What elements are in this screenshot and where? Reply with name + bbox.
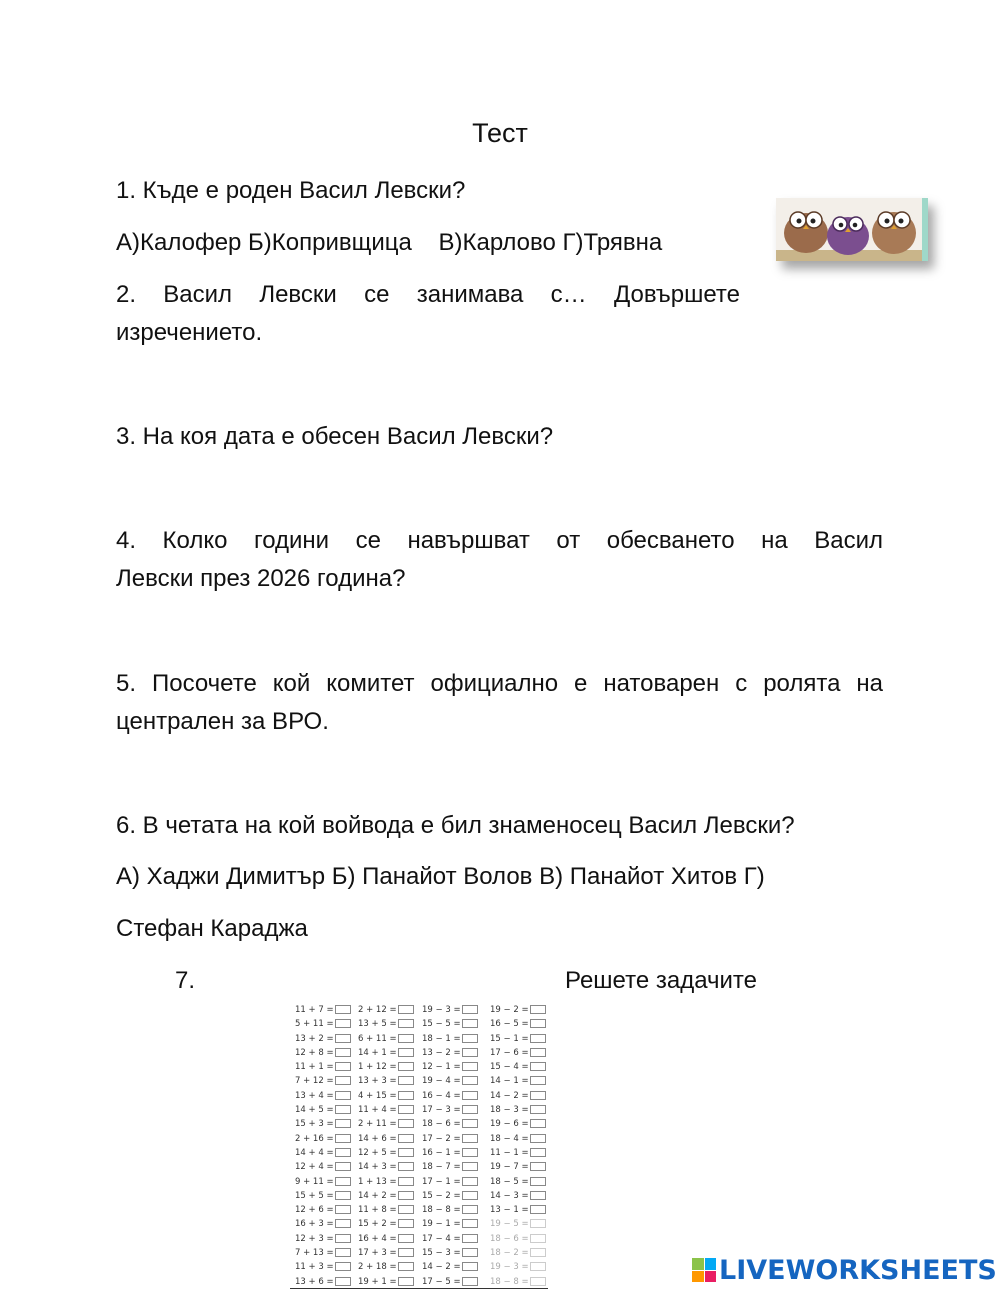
math-exercise <box>358 1060 420 1074</box>
answer-box[interactable] <box>462 1148 478 1157</box>
answer-box[interactable] <box>335 1205 351 1214</box>
answer-box[interactable] <box>398 1191 414 1200</box>
math-expression: 11 + 1 = <box>295 1062 334 1073</box>
math-exercise <box>422 1246 484 1260</box>
answer-box[interactable] <box>530 1005 546 1014</box>
math-expression: 19 + 1 = <box>358 1276 397 1287</box>
math-exercise <box>295 1175 357 1189</box>
math-expression: 18 − 5 = <box>490 1176 529 1187</box>
math-expression: 12 + 4 = <box>295 1162 334 1173</box>
answer-box[interactable] <box>530 1234 546 1243</box>
answer-box[interactable] <box>335 1219 351 1228</box>
math-exercise <box>358 1046 420 1060</box>
math-exercise <box>358 1275 420 1289</box>
math-expression: 14 − 2 = <box>422 1262 461 1273</box>
math-expression: 18 − 8 = <box>422 1205 461 1216</box>
math-expression: 17 + 3 = <box>358 1248 397 1259</box>
math-expression: 19 − 1 = <box>422 1219 461 1230</box>
answer-box[interactable] <box>398 1262 414 1271</box>
math-exercise <box>295 1117 357 1131</box>
question-7-number: 7. <box>175 967 196 994</box>
answer-box[interactable] <box>462 1119 478 1128</box>
answer-box[interactable] <box>398 1248 414 1257</box>
math-expression: 13 + 5 = <box>358 1019 397 1030</box>
math-exercise <box>358 1132 420 1146</box>
math-expression: 1 + 13 = <box>358 1176 397 1187</box>
question-2-line-2: изречението. <box>116 319 263 346</box>
answer-box[interactable] <box>335 1262 351 1271</box>
math-expression: 18 − 3 = <box>490 1105 529 1116</box>
math-exercise <box>490 1232 552 1246</box>
answer-box[interactable] <box>530 1134 546 1143</box>
math-expression: 18 − 4 = <box>490 1133 529 1144</box>
math-expression: 18 − 1 = <box>422 1033 461 1044</box>
answer-box[interactable] <box>530 1105 546 1114</box>
math-expression: 17 − 6 = <box>490 1047 529 1058</box>
math-exercise <box>358 1217 420 1231</box>
math-exercise <box>295 1160 357 1174</box>
math-expression: 5 + 11 = <box>295 1019 334 1030</box>
math-exercise <box>422 1074 484 1088</box>
math-exercise <box>358 1246 420 1260</box>
question-6-options-line-1: А) Хаджи Димитър Б) Панайот Волов В) Панайот Хитов Г) <box>116 863 765 890</box>
math-expression: 14 + 5 = <box>295 1105 334 1116</box>
math-expression: 13 + 6 = <box>295 1276 334 1287</box>
math-exercise <box>490 1246 552 1260</box>
math-expression: 2 + 11 = <box>358 1119 397 1130</box>
question-1: 1. Къде е роден Васил Левски? <box>116 177 466 204</box>
math-column-4 <box>490 1003 552 1289</box>
math-expression: 17 − 5 = <box>422 1276 461 1287</box>
answer-box[interactable] <box>335 1162 351 1171</box>
answer-box[interactable] <box>530 1148 546 1157</box>
answer-box[interactable] <box>398 1234 414 1243</box>
answer-box[interactable] <box>462 1019 478 1028</box>
answer-box[interactable] <box>530 1076 546 1085</box>
math-exercise <box>358 1003 420 1017</box>
answer-box[interactable] <box>462 1048 478 1057</box>
math-exercise <box>295 1003 357 1017</box>
brand-name: LIVEWORKSHEETS <box>719 1254 997 1286</box>
answer-box[interactable] <box>398 1091 414 1100</box>
math-expression: 19 − 7 = <box>490 1162 529 1173</box>
math-exercise <box>490 1146 552 1160</box>
answer-box[interactable] <box>462 1076 478 1085</box>
math-expression: 16 − 1 = <box>422 1147 461 1158</box>
answer-box[interactable] <box>462 1248 478 1257</box>
math-exercise <box>490 1089 552 1103</box>
answer-box[interactable] <box>530 1262 546 1271</box>
math-exercise <box>490 1046 552 1060</box>
answer-box[interactable] <box>335 1277 351 1286</box>
answer-box[interactable] <box>335 1191 351 1200</box>
math-expression: 14 + 3 = <box>358 1162 397 1173</box>
math-exercise <box>490 1074 552 1088</box>
answer-box[interactable] <box>530 1248 546 1257</box>
math-exercise <box>358 1103 420 1117</box>
answer-box[interactable] <box>335 1076 351 1085</box>
answer-box[interactable] <box>530 1091 546 1100</box>
math-exercise <box>422 1003 484 1017</box>
math-expression: 18 − 2 = <box>490 1248 529 1259</box>
math-exercise <box>358 1117 420 1131</box>
math-exercise <box>490 1132 552 1146</box>
math-expression: 19 − 3 = <box>422 1005 461 1015</box>
answer-box[interactable] <box>530 1191 546 1200</box>
math-exercise <box>422 1117 484 1131</box>
question-4-line-1: 4. Колко години се навършват от обесването на Васил <box>116 527 883 554</box>
math-exercise <box>490 1175 552 1189</box>
math-exercise <box>490 1217 552 1231</box>
math-expression: 14 + 2 = <box>358 1190 397 1201</box>
answer-box[interactable] <box>398 1105 414 1114</box>
answer-box[interactable] <box>462 1091 478 1100</box>
math-expression: 18 − 7 = <box>422 1162 461 1173</box>
math-expression: 14 − 2 = <box>490 1090 529 1101</box>
question-6-options-line-2: Стефан Караджа <box>116 915 308 942</box>
math-expression: 9 + 11 = <box>295 1176 334 1187</box>
answer-box[interactable] <box>530 1034 546 1043</box>
math-exercise <box>422 1189 484 1203</box>
math-exercise <box>422 1046 484 1060</box>
math-expression: 13 + 2 = <box>295 1033 334 1044</box>
math-exercise <box>295 1275 357 1289</box>
answer-box[interactable] <box>462 1005 478 1014</box>
math-exercise <box>295 1074 357 1088</box>
answer-box[interactable] <box>335 1148 351 1157</box>
math-exercise <box>358 1160 420 1174</box>
math-expression: 11 + 8 = <box>358 1205 397 1216</box>
answer-box[interactable] <box>530 1205 546 1214</box>
answer-box[interactable] <box>462 1162 478 1171</box>
math-exercise <box>295 1246 357 1260</box>
answer-box[interactable] <box>398 1162 414 1171</box>
math-exercise <box>295 1189 357 1203</box>
math-expression: 16 + 4 = <box>358 1233 397 1244</box>
math-expression: 19 − 4 = <box>422 1076 461 1087</box>
answer-box[interactable] <box>530 1019 546 1028</box>
math-exercise <box>490 1260 552 1274</box>
liveworksheets-logo-icon <box>692 1258 716 1282</box>
math-expression: 16 − 5 = <box>490 1019 529 1030</box>
math-expression: 4 + 15 = <box>358 1090 397 1101</box>
answer-box[interactable] <box>462 1062 478 1071</box>
answer-box[interactable] <box>398 1148 414 1157</box>
answer-box[interactable] <box>530 1048 546 1057</box>
math-exercise <box>490 1189 552 1203</box>
answer-box[interactable] <box>462 1134 478 1143</box>
math-expression: 13 + 3 = <box>358 1076 397 1087</box>
math-exercise <box>422 1217 484 1231</box>
question-1-options: А)Калофер Б)Копривщица В)Карлово Г)Трявна <box>116 229 663 256</box>
math-exercise <box>295 1103 357 1117</box>
math-exercise <box>490 1117 552 1131</box>
math-expression: 14 + 1 = <box>358 1047 397 1058</box>
math-expression: 17 − 4 = <box>422 1233 461 1244</box>
math-expression: 2 + 12 = <box>358 1005 397 1015</box>
math-exercise <box>422 1060 484 1074</box>
math-expression: 17 − 3 = <box>422 1105 461 1116</box>
math-expression: 15 − 4 = <box>490 1062 529 1073</box>
math-exercise <box>295 1146 357 1160</box>
math-exercise <box>358 1203 420 1217</box>
math-expression: 15 − 1 = <box>490 1033 529 1044</box>
math-column-2 <box>358 1003 420 1289</box>
question-7-text: Решете задачите <box>565 967 757 994</box>
math-expression: 13 + 4 = <box>295 1090 334 1101</box>
math-expression: 15 − 5 = <box>422 1019 461 1030</box>
math-exercise <box>295 1089 357 1103</box>
answer-box[interactable] <box>398 1119 414 1128</box>
math-expression: 15 − 2 = <box>422 1190 461 1201</box>
answer-box[interactable] <box>462 1105 478 1114</box>
answer-box[interactable] <box>398 1277 414 1286</box>
math-expression: 12 + 6 = <box>295 1205 334 1216</box>
math-expression: 14 + 6 = <box>358 1133 397 1144</box>
math-exercise <box>295 1046 357 1060</box>
answer-box[interactable] <box>335 1005 351 1014</box>
answer-box[interactable] <box>398 1076 414 1085</box>
math-expression: 18 − 8 = <box>490 1276 529 1287</box>
answer-box[interactable] <box>398 1205 414 1214</box>
math-exercise <box>358 1017 420 1031</box>
answer-box[interactable] <box>530 1162 546 1171</box>
liveworksheets-brand <box>692 1252 997 1288</box>
math-expression: 11 + 7 = <box>295 1005 334 1015</box>
answer-box[interactable] <box>398 1062 414 1071</box>
math-expression: 14 + 4 = <box>295 1147 334 1158</box>
math-expression: 12 + 8 = <box>295 1047 334 1058</box>
math-expression: 11 + 4 = <box>358 1105 397 1116</box>
answer-box[interactable] <box>335 1062 351 1071</box>
math-expression: 16 − 4 = <box>422 1090 461 1101</box>
math-expression: 15 + 5 = <box>295 1190 334 1201</box>
math-expression: 17 − 2 = <box>422 1133 461 1144</box>
math-exercise <box>358 1232 420 1246</box>
math-exercise <box>295 1060 357 1074</box>
math-exercise <box>422 1232 484 1246</box>
question-4-line-2: Левски през 2026 година? <box>116 565 406 592</box>
math-exercise <box>422 1160 484 1174</box>
math-expression: 15 + 2 = <box>358 1219 397 1230</box>
math-expression: 19 − 5 = <box>490 1219 529 1230</box>
answer-box[interactable] <box>530 1277 546 1286</box>
math-expression: 13 − 2 = <box>422 1047 461 1058</box>
math-exercise <box>490 1103 552 1117</box>
math-exercise <box>422 1017 484 1031</box>
math-exercise <box>295 1260 357 1274</box>
math-exercise <box>358 1175 420 1189</box>
math-expression: 12 + 3 = <box>295 1233 334 1244</box>
math-expression: 19 − 3 = <box>490 1262 529 1273</box>
math-exercise <box>490 1032 552 1046</box>
answer-box[interactable] <box>335 1177 351 1186</box>
question-6: 6. В четата на кой войвода е бил знаменосец Васил Левски? <box>116 812 795 839</box>
answer-box[interactable] <box>335 1119 351 1128</box>
answer-box[interactable] <box>398 1019 414 1028</box>
math-exercises-sheet <box>290 1003 548 1289</box>
math-expression: 18 − 6 = <box>490 1233 529 1244</box>
math-column-3 <box>422 1003 484 1289</box>
math-expression: 14 − 3 = <box>490 1190 529 1201</box>
math-expression: 18 − 6 = <box>422 1119 461 1130</box>
math-exercise <box>358 1189 420 1203</box>
math-exercise <box>490 1275 552 1289</box>
math-expression: 12 + 5 = <box>358 1147 397 1158</box>
math-column-1 <box>295 1003 357 1289</box>
answer-box[interactable] <box>335 1248 351 1257</box>
answer-box[interactable] <box>335 1134 351 1143</box>
answer-box[interactable] <box>462 1277 478 1286</box>
math-exercise <box>295 1217 357 1231</box>
answer-box[interactable] <box>335 1091 351 1100</box>
math-exercise <box>295 1203 357 1217</box>
math-exercise <box>422 1275 484 1289</box>
answer-box[interactable] <box>335 1034 351 1043</box>
math-exercise <box>422 1146 484 1160</box>
math-exercise <box>422 1175 484 1189</box>
math-exercise <box>422 1203 484 1217</box>
math-exercise <box>358 1032 420 1046</box>
answer-box[interactable] <box>530 1119 546 1128</box>
math-exercise <box>358 1260 420 1274</box>
answer-box[interactable] <box>462 1205 478 1214</box>
math-expression: 17 − 1 = <box>422 1176 461 1187</box>
question-5-line-2: централен за ВРО. <box>116 708 329 735</box>
math-exercise <box>422 1260 484 1274</box>
math-expression: 11 + 3 = <box>295 1262 334 1273</box>
answer-box[interactable] <box>398 1034 414 1043</box>
math-expression: 15 − 3 = <box>422 1248 461 1259</box>
answer-box[interactable] <box>398 1219 414 1228</box>
math-exercise <box>358 1089 420 1103</box>
math-expression: 1 + 12 = <box>358 1062 397 1073</box>
math-exercise <box>422 1032 484 1046</box>
math-expression: 2 + 18 = <box>358 1262 397 1273</box>
answer-box[interactable] <box>335 1234 351 1243</box>
answer-box[interactable] <box>462 1177 478 1186</box>
math-expression: 14 − 1 = <box>490 1076 529 1087</box>
math-exercise <box>295 1132 357 1146</box>
answer-box[interactable] <box>530 1219 546 1228</box>
answer-box[interactable] <box>462 1191 478 1200</box>
answer-box[interactable] <box>335 1048 351 1057</box>
answer-box[interactable] <box>335 1105 351 1114</box>
answer-box[interactable] <box>398 1134 414 1143</box>
math-exercise <box>422 1103 484 1117</box>
math-exercise <box>422 1089 484 1103</box>
question-5-line-1: 5. Посочете кой комитет официално е натоварен с ролята на <box>116 670 883 697</box>
answer-box[interactable] <box>530 1177 546 1186</box>
answer-box[interactable] <box>462 1034 478 1043</box>
math-expression: 12 − 1 = <box>422 1062 461 1073</box>
math-exercise <box>490 1017 552 1031</box>
math-expression: 19 − 6 = <box>490 1119 529 1130</box>
math-expression: 7 + 13 = <box>295 1248 334 1259</box>
math-exercise <box>490 1060 552 1074</box>
answer-box[interactable] <box>462 1219 478 1228</box>
page-title: Тест <box>472 118 528 148</box>
answer-box[interactable] <box>462 1234 478 1243</box>
math-expression: 13 − 1 = <box>490 1205 529 1216</box>
answer-box[interactable] <box>335 1019 351 1028</box>
math-exercise <box>422 1132 484 1146</box>
math-exercise <box>490 1203 552 1217</box>
math-expression: 7 + 12 = <box>295 1076 334 1087</box>
math-exercise <box>295 1232 357 1246</box>
answer-box[interactable] <box>530 1062 546 1071</box>
math-expression: 11 − 1 = <box>490 1147 529 1158</box>
math-exercise <box>358 1074 420 1088</box>
math-exercise <box>490 1160 552 1174</box>
owls-illustration <box>776 198 928 261</box>
math-expression: 19 − 2 = <box>490 1005 529 1015</box>
math-expression: 6 + 11 = <box>358 1033 397 1044</box>
math-exercise <box>295 1017 357 1031</box>
answer-box[interactable] <box>398 1048 414 1057</box>
answer-box[interactable] <box>398 1005 414 1014</box>
answer-box[interactable] <box>462 1262 478 1271</box>
answer-box[interactable] <box>398 1177 414 1186</box>
math-exercise <box>295 1032 357 1046</box>
question-2-line-1: 2. Васил Левски се занимава с… Довършете <box>116 281 740 308</box>
question-3: 3. На коя дата е обесен Васил Левски? <box>116 423 554 450</box>
math-exercise <box>358 1146 420 1160</box>
math-expression: 15 + 3 = <box>295 1119 334 1130</box>
math-expression: 16 + 3 = <box>295 1219 334 1230</box>
math-exercise <box>490 1003 552 1017</box>
math-expression: 2 + 16 = <box>295 1133 334 1144</box>
